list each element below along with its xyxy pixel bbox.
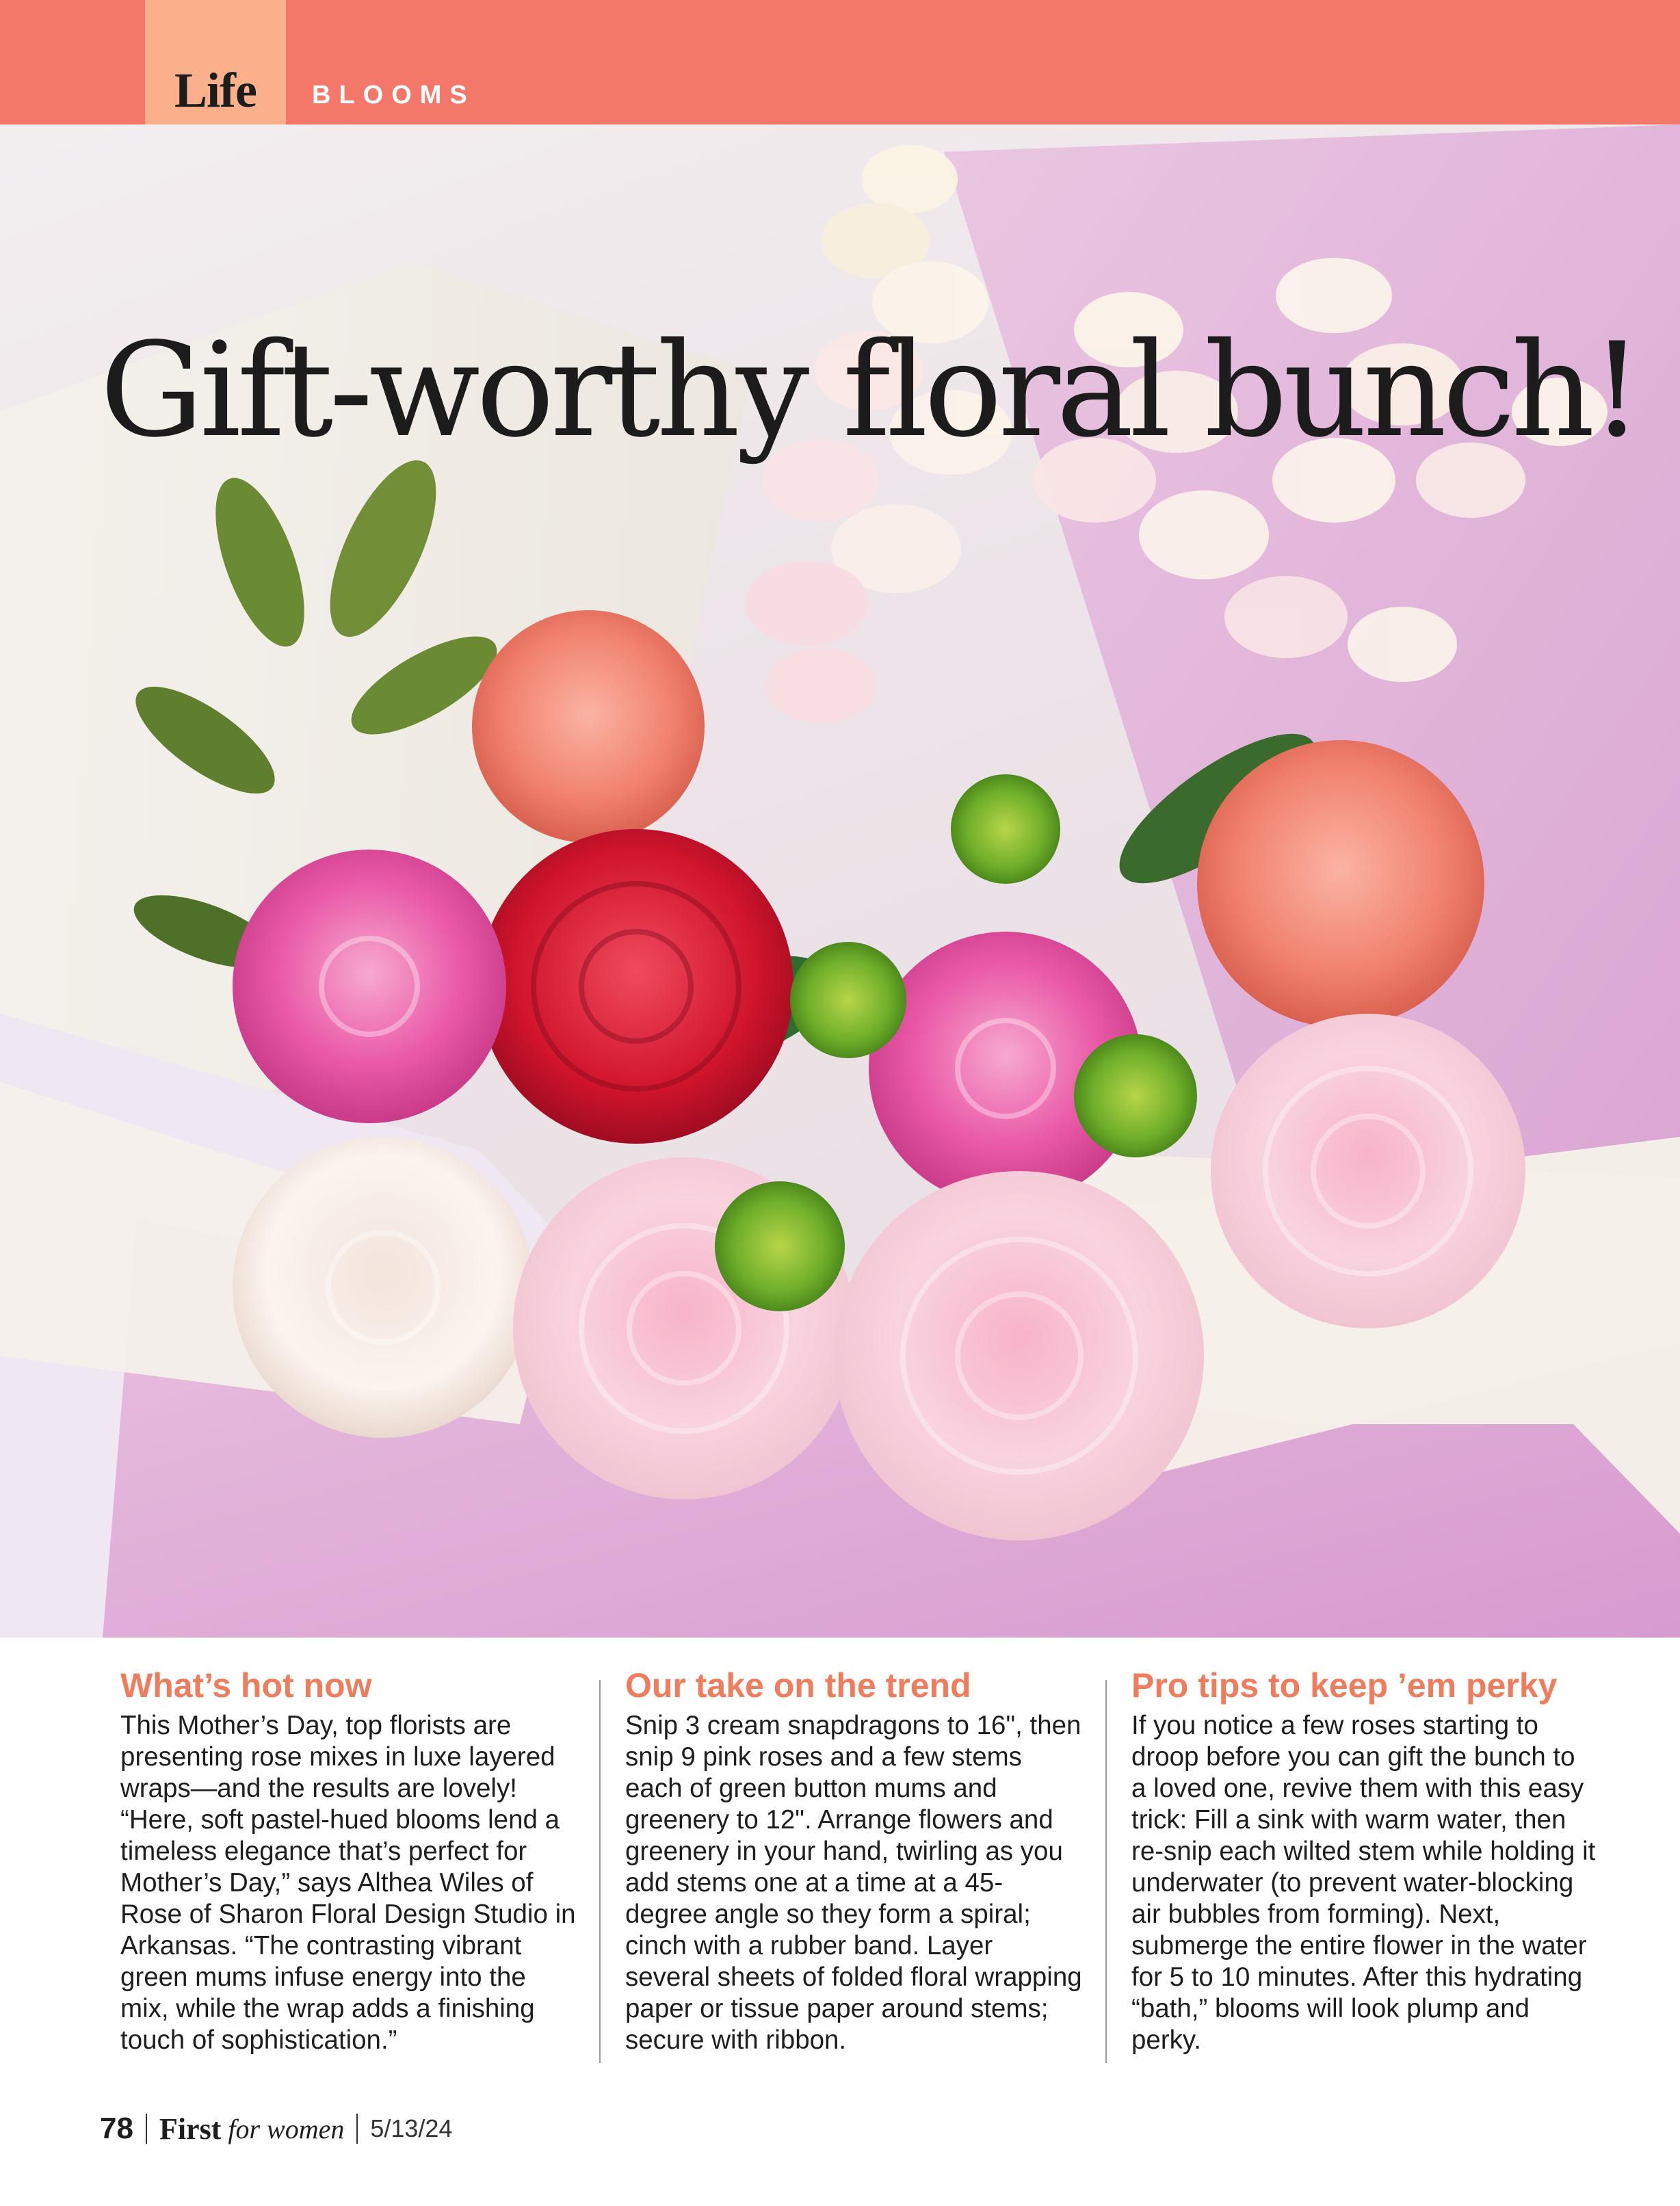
page-footer: [100, 2108, 452, 2149]
column-heading: Pro tips to keep ’em perky: [1131, 1666, 1558, 1705]
section-tab: [145, 0, 286, 145]
column-divider: [599, 1680, 601, 2063]
column-heading: Our take on the trend: [625, 1666, 971, 1705]
column-divider: [1105, 1680, 1107, 2063]
subsection-label: BLOOMS: [312, 81, 475, 109]
column-whats-hot: [120, 1664, 579, 2056]
page-number: 78: [100, 2112, 133, 2145]
footer-separator: [356, 2114, 358, 2144]
column-body: If you notice a few roses starting to droop before you can gift the bunch to a loved one, revive them with this easy trick: Fill a sink with warm water, then re-snip each wilted stem while holding it underwater (to prevent water-blocking air bubbles from forming). Next, submerge the entire flower in the water for 5 to 10 minutes. After this hydrating “bath,” blooms will look plump and perky.: [1131, 1711, 1596, 2055]
issue-date: 5/13/24: [370, 2114, 453, 2142]
column-heading: What’s hot now: [120, 1666, 372, 1705]
magazine-name: First: [159, 2112, 222, 2146]
column-body: This Mother’s Day, top florists are presenting rose mixes in luxe layered wraps—and the results are lovely! “Here, soft pastel-hued blooms lend a timeless elegance that’s perfect for Mother’s Day,” says Althea Wiles of Rose of Sharon Floral Design Studio in Arkansas. “The contrasting vibrant green mums infuse energy into the mix, while the wrap adds a finishing touch of sophistication.”: [120, 1711, 576, 2055]
headline: Gift-worthy floral bunch!: [100, 315, 1639, 466]
footer-separator: [146, 2114, 147, 2144]
magazine-name-suffix: for women: [228, 2113, 345, 2144]
column-our-take: [625, 1664, 1084, 2056]
column-pro-tips: [1131, 1664, 1597, 2056]
column-body: Snip 3 cream snapdragons to 16", then snip 9 pink roses and a few stems each of green button mums and greenery to 12". Arrange flowers and greenery in your hand, twirling as you add stems one at a time at a 45-degree angle so they form a spiral; cinch with a rubber band. Layer several sheets of folded floral wrapping paper or tissue paper around stems; secure with ribbon.: [625, 1711, 1082, 2055]
section-label: Life: [174, 63, 257, 118]
bouquet-photo: [0, 124, 1680, 1638]
